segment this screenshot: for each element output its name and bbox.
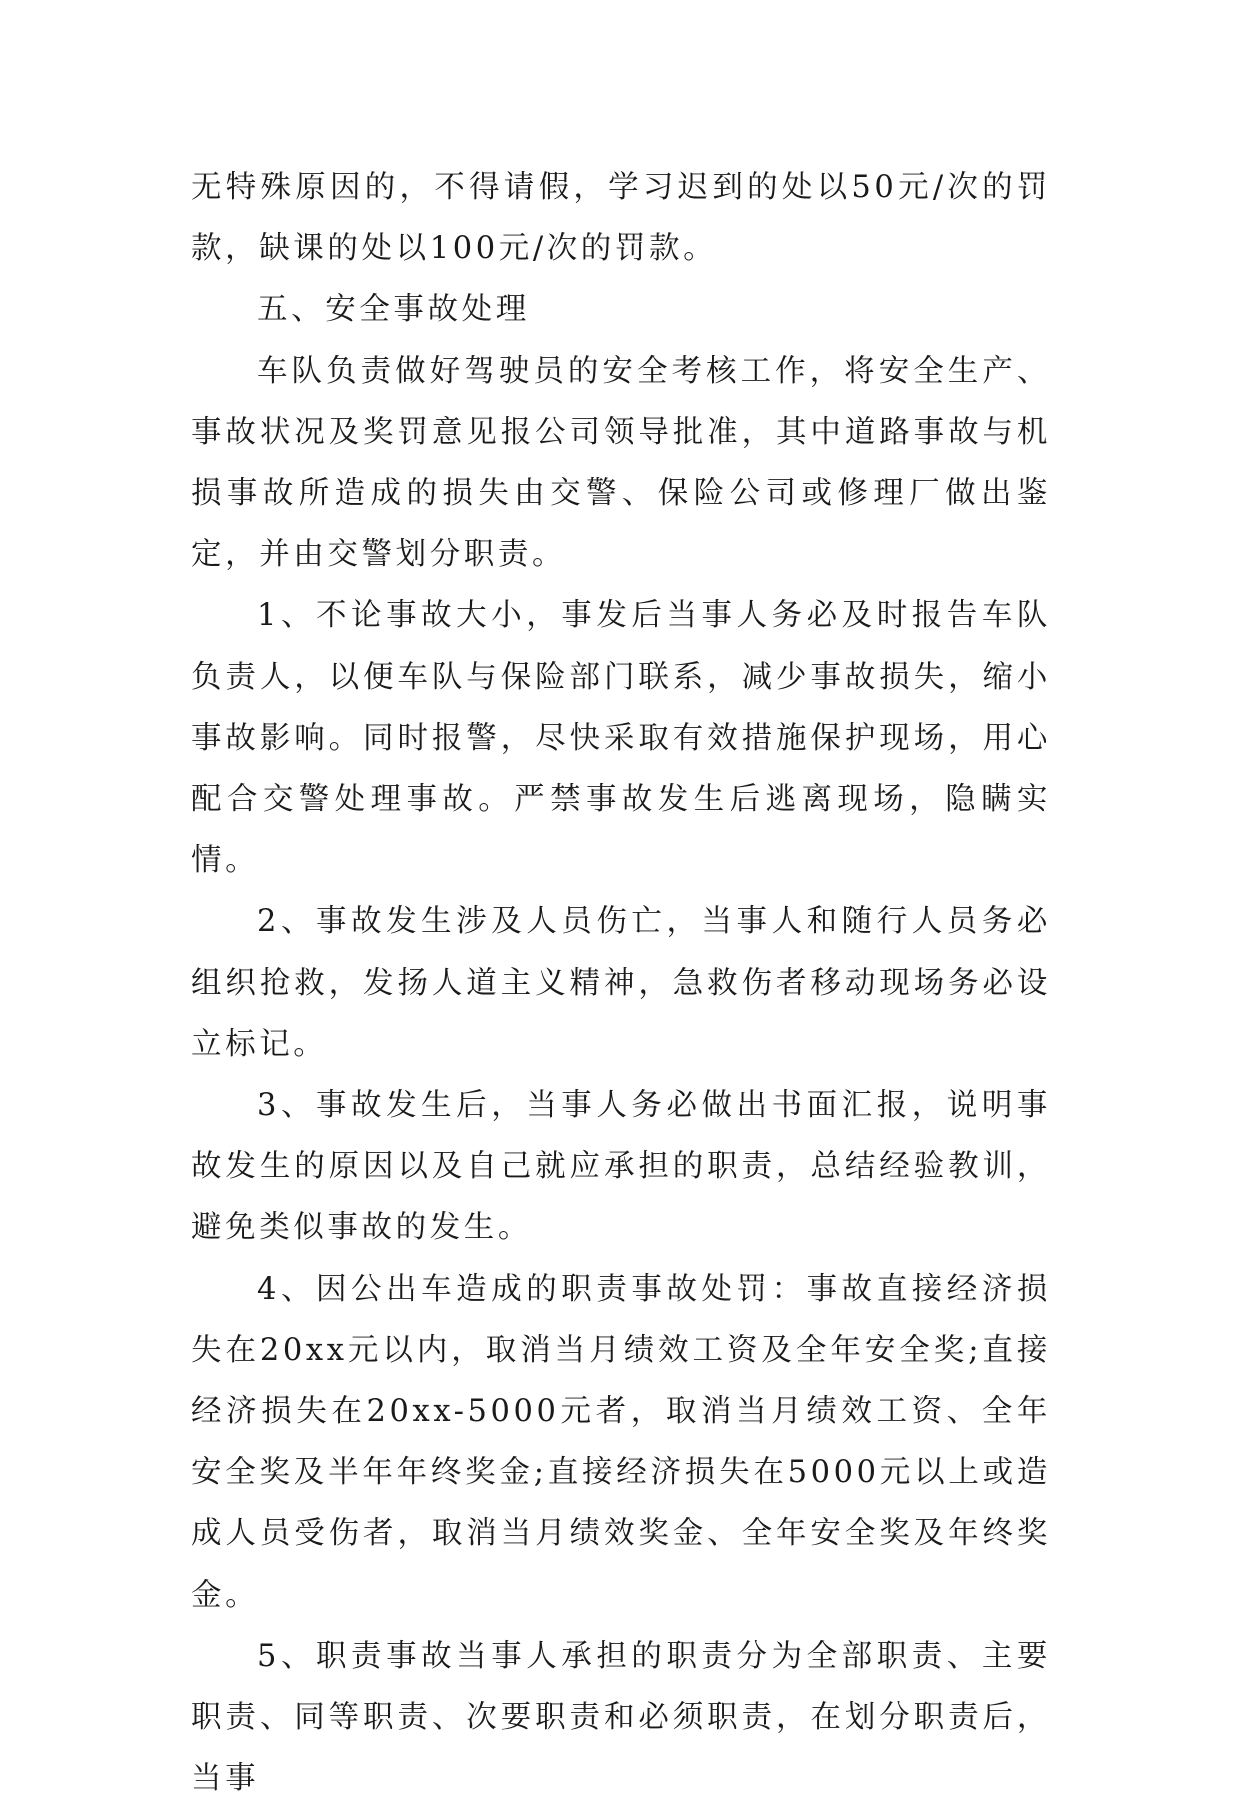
document-body — [191, 157, 1051, 1809]
paragraph-item-3: 3、事故发生后，当事人务必做出书面汇报，说明事故发生的原因以及自己就应承担的职责，总结经验教训，避免类似事故的发生。 — [191, 1088, 1051, 1246]
paragraph-item-2: 2、事故发生涉及人员伤亡，当事人和随行人员务必组织抢救，发扬人道主义精神，急救伤者移动现场务必设立标记。 — [191, 904, 1051, 1062]
paragraph-fleet-responsibility: 车队负责做好驾驶员的安全考核工作，将安全生产、事故状况及奖罚意见报公司领导批准，其中道路事故与机损事故所造成的损失由交警、保险公司或修理厂做出鉴定，并由交警划分职责。 — [191, 353, 1051, 573]
paragraph-item-5: 5、职责事故当事人承担的职责分为全部职责、主要职责、同等职责、次要职责和必须职责，在划分职责后，当事 — [191, 1638, 1051, 1797]
paragraph-item-4: 4、因公出车造成的职责事故处罚：事故直接经济损失在20xx元以内，取消当月绩效工资及全年安全奖;直接经济损失在20xx-5000元者，取消当月绩效工资、全年安全奖及半年年终奖金;直接经济损失在5000元以上或造成人员受伤者，取消当月绩效奖金、全年安全奖及年终奖金。 — [191, 1271, 1051, 1613]
section-heading-safety-accident: 五、安全事故处理 — [257, 292, 530, 328]
paragraph-item-1: 1、不论事故大小，事发后当事人务必及时报告车队负责人，以便车队与保险部门联系，减少事故损失，缩小事故影响。同时报警，尽快采取有效措施保护现场，用心配合交警处理事故。严禁事故发生后逃离现场，隐瞒实情。 — [191, 598, 1051, 879]
paragraph-penalty-continuation: 无特殊原因的，不得请假，学习迟到的处以50元/次的罚款，缺课的处以100元/次的罚款。 — [191, 170, 1051, 267]
